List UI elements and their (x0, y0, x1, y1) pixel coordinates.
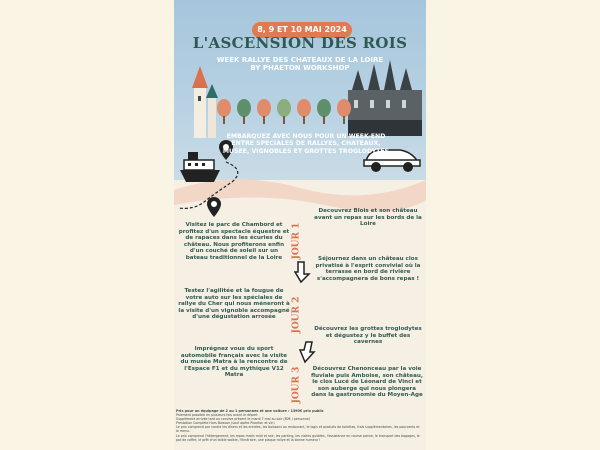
event-poster (174, 0, 426, 450)
dashed-route (174, 150, 254, 220)
fine-line: Supplément arrivée tard ou convive présent le mardi 7 mai au soir (80€ / personne) (176, 417, 310, 422)
day1-right-text-1: Decouvrez Blois et son château avant un repas sur les bords de la Loire (314, 208, 422, 228)
day1-label: JOUR 1 (291, 222, 302, 260)
event-subtitle: WEEK RALLYE DES CHATEAUX DE LA LOIRE BY PHAETON WORKSHOP (216, 56, 384, 72)
arrow-down-icon (296, 340, 316, 364)
fine-line: Le prix comprend l'hébergement, les repas matin midi et soir, les parking, les visites guidées, l'assistance en course panne, le transport des bagages, le pot de coffre, le prêt d'un talkie walkie, l'itinéraire, une plaque rallye et la bonne humeur ! (176, 433, 420, 442)
price-heading: Prix pour un équipage de 2 ou 1 personnes et une voiture : 1390€ prix public (176, 409, 324, 413)
event-dates-badge: 8, 9 ET 10 MAI 2024 (252, 22, 352, 38)
trees-icon (214, 96, 364, 126)
day3-label: JOUR 3 (291, 366, 302, 404)
event-intro: EMBARQUEZ AVEC NOUS POUR UN WEEK-END ENTRE SPECIALES DE RALLYES, CHATEAUX, MUSEE, VIGNOBLES ET GROTTES TROGLODYTES (222, 133, 390, 155)
fine-line: Prestation Complète Hors Boisson (sauf apéro Phaeton et vin) (176, 421, 275, 426)
day3-right-text-1: Découvrez Chenonceau par la voie fluviale puis Amboise, son château, le clos Lucé de Léonard de Vinci et son auberge qui nous plongera dans la gastronomie du Moyen-Age (311, 366, 423, 399)
fine-print (176, 409, 422, 442)
event-title: L'ASCENSION DES ROIS (192, 34, 408, 52)
day1-left-text: Visitez le parc de Chambord et profitez d'un spectacle équestre et de rapaces dans les écuries du château. Nous profiterons enfin d'un couché de soleil sur un bateau traditionnel de la Loire (178, 222, 290, 261)
day1-right-text-2: Séjournez dans un château clos privatisé à l'esprit convivial où la terrasse en bord de rivière s'accompagnera de bons repas ! (315, 256, 421, 282)
fine-line: Paiement possible en plusieurs fois avant le départ (176, 413, 258, 418)
arrow-down-icon (294, 260, 314, 284)
fine-line: Le prix comprend par contre les dîners et les entrées, les boissons au restaurant, le logis et produits de toilettes, frais supplémentaires, les pourcents et le menu. (176, 425, 420, 434)
day2-right-text-1: Découvrez les grottes troglodytes et dégustez y le buffet des cavernes (314, 326, 422, 346)
day2-left-text: Testez l'agilitée et la fougue de votre auto sur les spéciales de rallye du Cher qui nous méneront à la visite d'un vignoble accompagné d'une dégustation arrosée (178, 288, 290, 321)
day2-label: JOUR 2 (291, 296, 302, 334)
day3-left-text: Imprégnez vous du sport automobile français avec la visite du musée Matra à la rencontre de l'Espace F1 et du mythique V12 Matra (180, 346, 288, 379)
